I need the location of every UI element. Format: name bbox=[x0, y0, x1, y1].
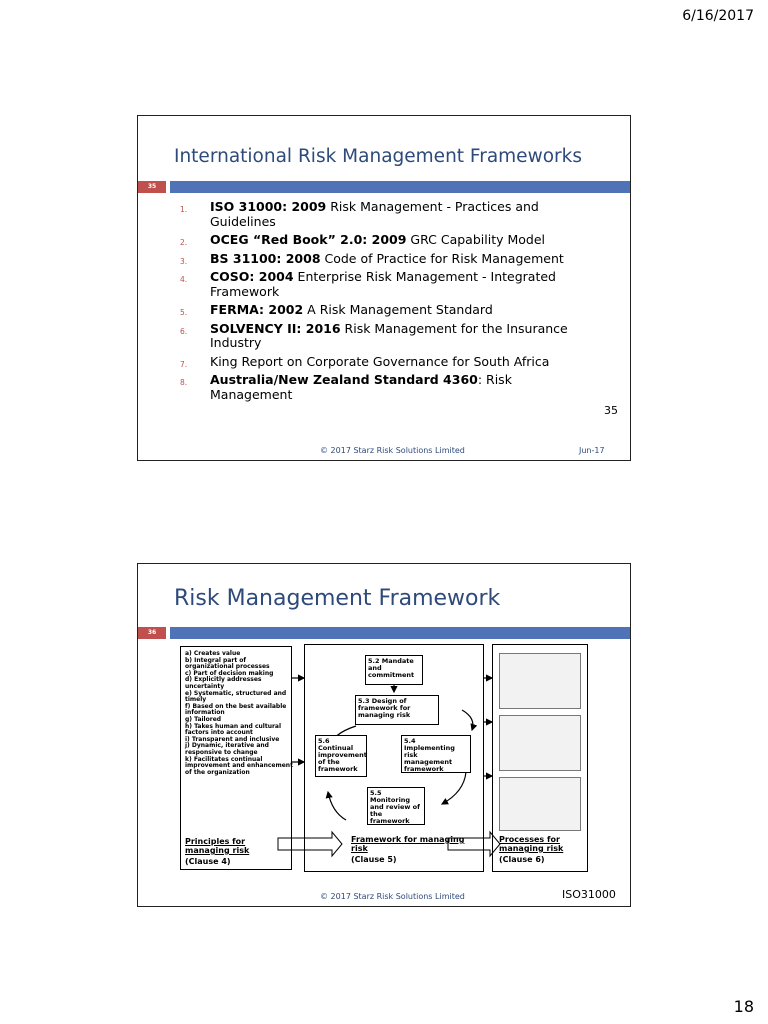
principle-item: g) Tailored bbox=[185, 715, 222, 723]
processes-box bbox=[492, 644, 588, 872]
principle-item: d) Explicitly addresses uncertainty bbox=[185, 676, 262, 690]
process-diagram-thumbnail bbox=[499, 653, 581, 709]
principle-item: k) Facilitates continual improvement and enhancement of the organization bbox=[185, 755, 293, 776]
process-diagram-thumbnail bbox=[499, 715, 581, 771]
framework-desc: A Risk Management Standard bbox=[303, 302, 493, 317]
list-item bbox=[180, 373, 580, 402]
item-number: 6. bbox=[180, 326, 188, 336]
processes-clause: (Clause 6) bbox=[499, 855, 545, 864]
title-accent-bar bbox=[138, 627, 630, 639]
node-implementing: 5.4 Implementing risk management framework bbox=[401, 735, 471, 773]
list-item bbox=[180, 322, 580, 351]
title-accent-bar bbox=[138, 181, 630, 193]
node-design: 5.3 Design of framework for managing risk bbox=[355, 695, 439, 725]
framework-desc: Enterprise Risk Management - Integrated Framework bbox=[210, 269, 556, 299]
principles-box bbox=[180, 646, 292, 870]
principles-list bbox=[185, 651, 293, 776]
principle-item: e) Systematic, structured and timely bbox=[185, 689, 287, 704]
list-item bbox=[180, 303, 580, 318]
principle-item: j) Dynamic, iterative and responsive to change bbox=[185, 742, 269, 756]
footer-copyright: © 2017 Starz Risk Solutions Limited bbox=[320, 446, 465, 455]
process-diagram-thumbnail bbox=[499, 777, 581, 831]
framework-name: ISO 31000: 2009 bbox=[210, 199, 327, 214]
framework-name: OCEG “Red Book” 2.0: 2009 bbox=[210, 232, 407, 247]
principle-item: c) Part of decision making bbox=[185, 669, 274, 677]
principle-item: f) Based on the best available information bbox=[185, 702, 287, 717]
item-number: 2. bbox=[180, 238, 188, 247]
list-item bbox=[180, 270, 580, 299]
framework-name: BS 31100: 2008 bbox=[210, 250, 321, 266]
slide-risk-management-framework bbox=[137, 563, 631, 907]
principle-item: a) Creates value bbox=[185, 650, 241, 657]
item-number: 7. bbox=[180, 359, 188, 369]
principles-label: Principles for managing risk bbox=[185, 837, 250, 855]
item-number: 5. bbox=[180, 308, 188, 317]
title-band bbox=[170, 627, 630, 639]
page-number: 18 bbox=[733, 997, 754, 1016]
slide-page-number: 35 bbox=[604, 404, 618, 417]
framework-label: Framework for managing risk bbox=[351, 835, 465, 853]
slide-title: International Risk Management Frameworks bbox=[174, 146, 582, 167]
footer-copyright: © 2017 Starz Risk Solutions Limited bbox=[320, 892, 465, 901]
framework-desc: Risk Management - Practices and Guidelines bbox=[210, 199, 539, 229]
list-item bbox=[180, 233, 580, 248]
node-continual-improvement: 5.6 Continual improvement of the framework bbox=[315, 735, 367, 777]
slide-number-badge: 36 bbox=[138, 627, 166, 639]
node-monitoring: 5.5 Monitoring and review of the framework bbox=[367, 787, 425, 825]
framework-desc: Code of Practice for Risk Management bbox=[320, 250, 564, 266]
item-number: 3. bbox=[180, 256, 188, 266]
framework-desc: King Report on Corporate Governance for South Africa bbox=[210, 353, 550, 369]
principle-item: i) Transparent and inclusive bbox=[185, 735, 280, 743]
slide-title: Risk Management Framework bbox=[174, 586, 501, 611]
processes-label: Processes for managing risk bbox=[499, 835, 564, 853]
framework-name: Australia/New Zealand Standard 4360 bbox=[210, 372, 478, 387]
framework-clause: (Clause 5) bbox=[351, 855, 397, 864]
principle-item: b) Integral part of organizational processes bbox=[185, 656, 270, 671]
list-item bbox=[180, 355, 580, 370]
list-item bbox=[180, 200, 580, 229]
slide-international-frameworks bbox=[137, 115, 631, 461]
framework-desc: GRC Capability Model bbox=[406, 232, 545, 247]
item-number: 1. bbox=[180, 205, 188, 214]
framework-name: SOLVENCY II: 2016 bbox=[210, 320, 341, 336]
slide-number-badge: 35 bbox=[138, 181, 166, 193]
title-band bbox=[170, 181, 630, 193]
item-number: 4. bbox=[180, 275, 188, 284]
framework-box bbox=[304, 644, 484, 872]
iso31000-diagram bbox=[176, 642, 592, 874]
node-mandate: 5.2 Mandate and commitment bbox=[365, 655, 423, 685]
framework-desc: : Risk Management bbox=[210, 372, 512, 402]
framework-desc: Risk Management for the Insurance Industry bbox=[210, 320, 568, 350]
page-date: 6/16/2017 bbox=[682, 8, 754, 24]
principle-item: h) Takes human and cultural factors into account bbox=[185, 722, 282, 737]
item-number: 8. bbox=[180, 378, 188, 387]
footer-iso-label: ISO31000 bbox=[562, 888, 616, 901]
framework-name: COSO: 2004 bbox=[210, 269, 294, 284]
framework-name: FERMA: 2002 bbox=[210, 302, 304, 317]
frameworks-list bbox=[180, 200, 580, 406]
principles-clause: (Clause 4) bbox=[185, 857, 231, 866]
list-item bbox=[180, 252, 580, 267]
footer-date: Jun-17 bbox=[579, 446, 605, 455]
